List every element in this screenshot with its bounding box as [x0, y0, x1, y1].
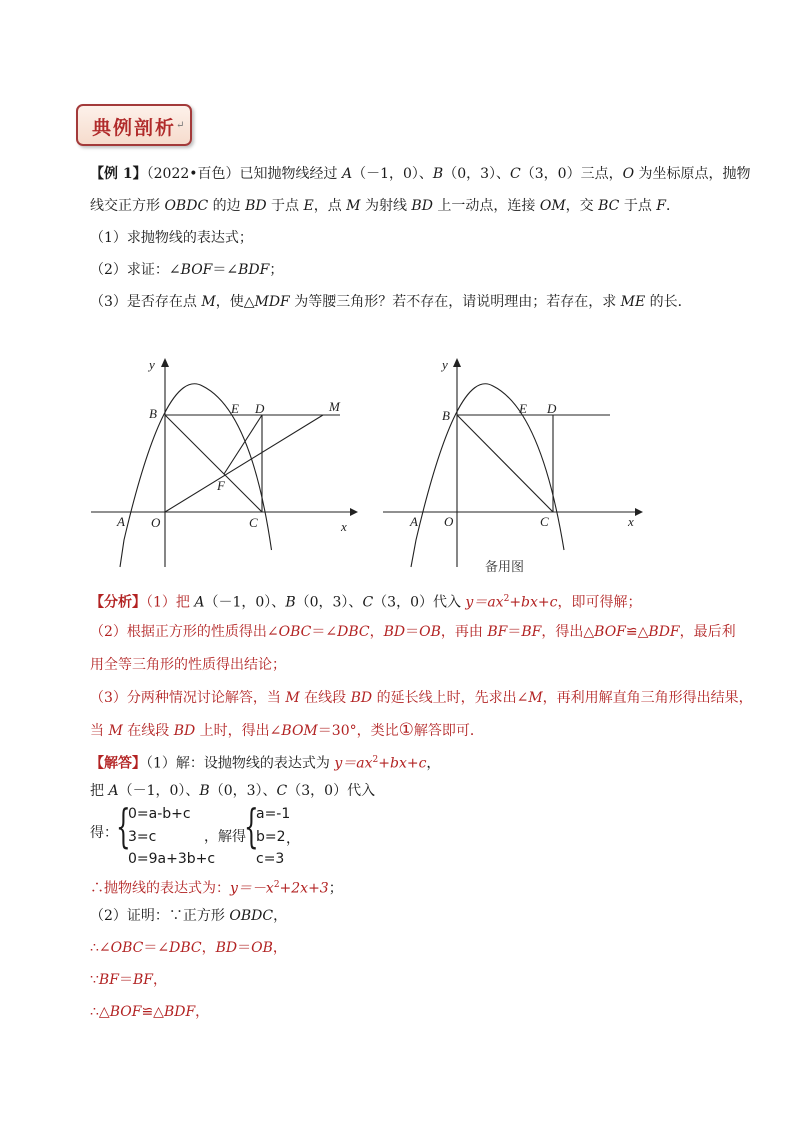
math: BOF [109, 1004, 142, 1020]
text: ∴∠ [90, 940, 111, 956]
text: 的长． [645, 294, 692, 310]
math: OM [539, 198, 566, 214]
math: BD [245, 198, 267, 214]
question-3 [90, 292, 692, 312]
label-o: O [151, 515, 161, 530]
text: 的边 [208, 198, 246, 214]
problem-source: （2022•百色） [146, 166, 240, 182]
result-a: a=-1 [256, 806, 291, 822]
text: ，再由 [440, 624, 488, 640]
math: BF [98, 972, 119, 988]
text: （1）求抛物线的表达式； [90, 230, 253, 246]
text: ，即可得解； [557, 594, 642, 611]
question-1 [90, 228, 253, 248]
math: MDF [254, 294, 290, 310]
math: BDF [648, 624, 680, 640]
point-label: B [432, 166, 444, 182]
text: 的延长线上时，先求出∠ [372, 690, 529, 706]
text: 为等腰三角形？若不存在，请说明理由；若存在，求 [289, 294, 621, 310]
figure-1-diagram [85, 345, 365, 575]
text: ，交 [565, 198, 599, 214]
analysis-line-4 [90, 688, 753, 708]
text: 解答即可． [413, 723, 484, 739]
text: 把 [90, 783, 109, 799]
math: BF [132, 972, 153, 988]
text: （3）是否存在点 [90, 294, 202, 310]
label-x: x [628, 514, 634, 529]
text: ＝ [237, 940, 252, 956]
text: ＝∠ [212, 262, 239, 278]
analysis-line-3 [90, 655, 286, 675]
math: OBC [278, 624, 312, 640]
y-axis-arrow [453, 358, 461, 367]
text: ∴△ [90, 1004, 110, 1020]
exponent: 2 [273, 880, 280, 890]
text: ∵ [90, 972, 99, 988]
circled-one: ① [398, 720, 414, 740]
text: 为坐标原点，抛物 [634, 166, 751, 182]
text: （2）根据正方形的性质得出∠ [90, 624, 279, 640]
math: M [528, 690, 543, 706]
solution-line-1 [90, 750, 440, 774]
label-e: E [231, 401, 239, 416]
math: OB [419, 624, 441, 640]
text: ， [273, 908, 288, 924]
problem-line-1 [90, 164, 751, 184]
math: BOF [594, 624, 626, 640]
result-b: b=2 [256, 829, 286, 845]
solution-tag: 【解答】 [90, 755, 146, 772]
text: ； [269, 262, 284, 278]
text: （3，0）三点， [520, 166, 623, 182]
left-brace-2: { [244, 799, 259, 853]
paragraph-mark: ↵ [176, 120, 185, 131]
y-axis-arrow [161, 358, 169, 367]
text: ＝ [405, 624, 420, 640]
label-c: C [540, 514, 549, 529]
point-label: O [622, 166, 635, 182]
x-axis-arrow [350, 508, 358, 516]
solution-line-3 [90, 875, 343, 899]
equation-2: 3=c [128, 829, 157, 845]
result-comma: ， [286, 831, 300, 847]
math: BD [383, 624, 406, 640]
math: B [199, 783, 210, 799]
text: （1）解：设抛物线的表达式为 [146, 755, 335, 772]
text: （－1，0）、 [118, 783, 200, 799]
text: ； [328, 880, 343, 897]
label-d: D [255, 401, 265, 416]
segment-om [165, 415, 323, 512]
text: （2）证明：∵正方形 [90, 908, 230, 924]
text: 线交正方形 [90, 198, 165, 214]
math: BF [487, 624, 508, 640]
analysis-line-2 [90, 622, 736, 642]
math: B [285, 594, 296, 611]
text: ， [152, 972, 167, 988]
label-e: E [519, 401, 527, 416]
text: 于点 [619, 198, 657, 214]
segment-fd [224, 415, 262, 474]
math: BF [521, 624, 542, 640]
text: ＝∠ [143, 940, 170, 956]
segment-bc [457, 415, 553, 512]
parabola [120, 384, 272, 567]
math: BOM [281, 723, 318, 739]
math: ME [620, 294, 646, 310]
text: （3）分两种情况讨论解答，当 [90, 690, 286, 706]
exponent: 2 [372, 755, 379, 765]
math: E [303, 198, 314, 214]
math: BC [598, 198, 620, 214]
formula: +bx+c [378, 755, 427, 772]
text: （0，3）、 [295, 594, 363, 611]
text: ， [369, 624, 384, 640]
question-2 [90, 260, 283, 280]
text: （1）把 [146, 594, 195, 611]
text: 为射线 [360, 198, 412, 214]
math: BD [350, 690, 373, 706]
label-a: A [117, 514, 125, 529]
text: 于点 [266, 198, 304, 214]
text: ， [272, 940, 287, 956]
solution-line-7 [90, 1002, 209, 1022]
solution-line-5 [90, 938, 287, 958]
analysis-line-1 [90, 589, 641, 613]
text: 在线段 [122, 723, 174, 739]
math: A [108, 783, 119, 799]
text: （－1，0）、 [352, 166, 433, 182]
math: OBDC [164, 198, 209, 214]
text: （2）求证：∠ [90, 262, 181, 278]
formula: +2x+3 [279, 880, 329, 897]
label-c: C [249, 515, 258, 530]
label-f: F [217, 478, 225, 493]
problem-line-2 [90, 196, 680, 216]
segment-bc [165, 415, 262, 512]
text: ∴抛物线的表达式为： [90, 880, 230, 897]
label-m: M [329, 399, 340, 414]
formula: y＝－x [230, 880, 274, 897]
text: 已知抛物线经过 [239, 166, 342, 182]
text: 当 [90, 723, 109, 739]
math: OBC [110, 940, 144, 956]
problem-tag: 【例 1】 [90, 166, 147, 182]
label-y: y [442, 357, 448, 372]
math: BD [411, 198, 433, 214]
text: （0，3）、 [443, 166, 511, 182]
equation-1: 0=a-b+c [128, 806, 191, 822]
text: （0，3）、 [209, 783, 277, 799]
formula: y＝ax [465, 594, 504, 611]
de-label: 得： [90, 825, 118, 841]
solution-line-4 [90, 906, 287, 926]
math: BOF [180, 262, 213, 278]
analysis-tag: 【分析】 [90, 594, 146, 611]
math: M [201, 294, 216, 310]
math: M [108, 723, 123, 739]
math: BD [215, 940, 238, 956]
text: （－1，0）、 [204, 594, 286, 611]
section-badge [76, 104, 192, 146]
text: ，得出△ [541, 624, 595, 640]
result-c: c=3 [256, 851, 285, 867]
solve-label: ，解得 [204, 829, 246, 845]
left-brace-1: { [116, 799, 131, 853]
text: ＝30°，类比 [317, 723, 399, 739]
text: （3，0）代入 [373, 594, 466, 611]
text: ，最后利 [679, 624, 736, 640]
analysis-line-5 [90, 720, 484, 741]
math: DBC [337, 624, 370, 640]
text: ≌△ [625, 624, 649, 640]
text: ， [195, 1004, 210, 1020]
text: ＝ [118, 972, 133, 988]
label-b: B [149, 406, 157, 421]
solution-line-2 [90, 781, 375, 801]
point-label: C [510, 166, 521, 182]
math: C [276, 783, 288, 799]
label-o: O [444, 514, 454, 529]
text: ． [666, 198, 680, 214]
text: 用全等三角形的性质得出结论； [90, 657, 286, 673]
text: 在线段 [299, 690, 351, 706]
label-a: A [410, 514, 418, 529]
math: DBC [169, 940, 202, 956]
math: BD [173, 723, 196, 739]
text: ＝ [507, 624, 522, 640]
math: M [346, 198, 361, 214]
math: BDF [163, 1004, 196, 1020]
label-d: D [547, 401, 557, 416]
text: 上一动点，连接 [432, 198, 540, 214]
parabola [411, 384, 564, 567]
text: ，点 [313, 198, 347, 214]
text: 上时，得出∠ [195, 723, 282, 739]
label-b: B [442, 408, 450, 423]
label-x: x [341, 519, 347, 534]
text: ≌△ [141, 1004, 164, 1020]
math: F [656, 198, 666, 214]
formula: +bx+c [509, 594, 558, 611]
text: ，再利用解直角三角形得出结果， [542, 690, 753, 706]
figure-2-diagram [378, 345, 653, 580]
exponent: 2 [503, 594, 510, 604]
figure-caption: 备用图 [485, 560, 525, 575]
text: ， [426, 755, 441, 772]
math: C [362, 594, 374, 611]
math: A [194, 594, 205, 611]
text: ，使△ [215, 294, 255, 310]
point-label: A [341, 166, 353, 182]
math: OB [251, 940, 273, 956]
equation-3: 0=9a+3b+c [128, 851, 216, 867]
section-title: 典例剖析 [92, 117, 177, 139]
x-axis-arrow [635, 508, 643, 516]
math: M [285, 690, 300, 706]
label-y: y [149, 357, 155, 372]
math: OBDC [229, 908, 274, 924]
formula: y＝ax [334, 755, 373, 772]
math: BDF [238, 262, 270, 278]
text: （3，0）代入 [287, 783, 376, 799]
text: ， [201, 940, 216, 956]
text: ＝∠ [311, 624, 338, 640]
solution-line-6 [90, 970, 167, 990]
